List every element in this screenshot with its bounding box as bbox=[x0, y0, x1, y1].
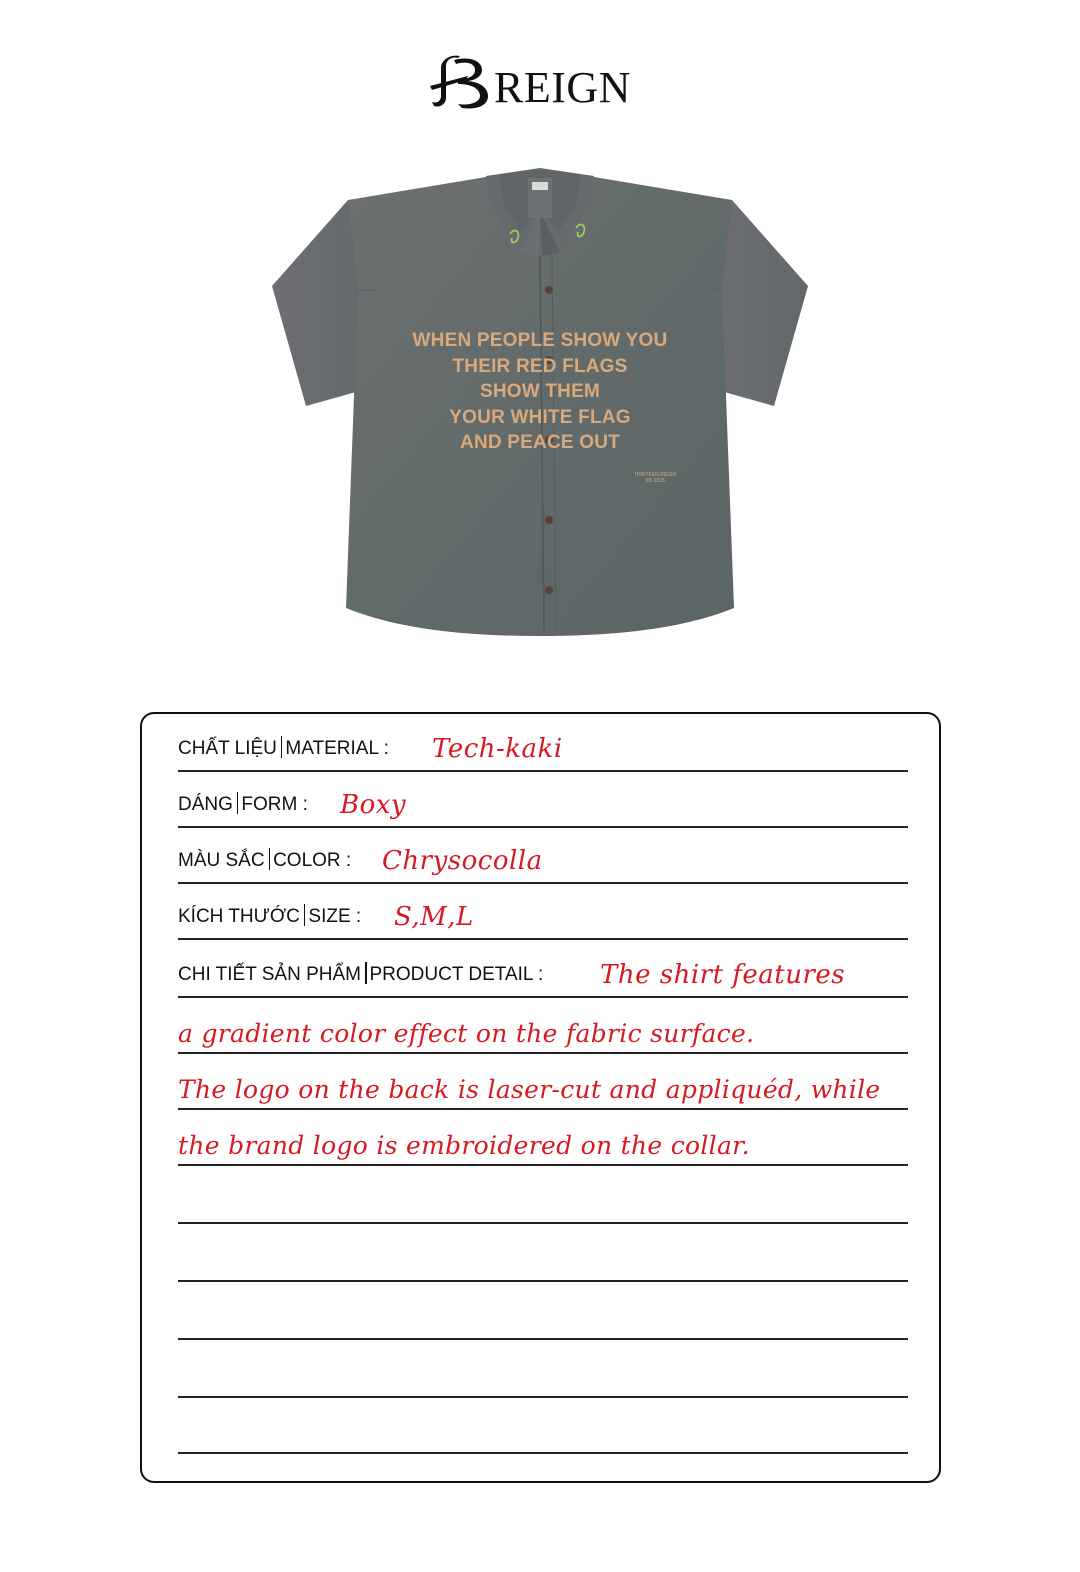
product-detail-line: the brand logo is embroidered on the collar. bbox=[178, 1131, 750, 1160]
label-divider bbox=[269, 848, 271, 870]
form-label bbox=[178, 792, 308, 816]
detail-row-continuation bbox=[178, 1110, 908, 1166]
product-detail-label-en: PRODUCT DETAIL : bbox=[369, 964, 544, 985]
color-label bbox=[178, 848, 351, 872]
material-value: Tech-kaki bbox=[432, 734, 563, 764]
shirt-print-tag bbox=[620, 472, 690, 484]
print-line: THEIR RED FLAGS bbox=[452, 355, 628, 377]
size-label bbox=[178, 904, 361, 928]
print-line: WHEN PEOPLE SHOW YOU bbox=[412, 330, 668, 351]
product-detail-card bbox=[140, 712, 941, 1483]
detail-row-form bbox=[178, 772, 908, 828]
size-label-en: SIZE : bbox=[308, 906, 362, 927]
print-tag-line: 3/5 2025 bbox=[645, 478, 665, 484]
size-label-vi: KÍCH THƯỚC bbox=[178, 906, 300, 927]
label-divider bbox=[237, 792, 239, 814]
print-line: AND PEACE OUT bbox=[460, 432, 620, 453]
print-tag-line: THIRTEEN REIGN bbox=[633, 472, 677, 478]
color-value: Chrysocolla bbox=[382, 846, 543, 876]
product-detail-value: The shirt features bbox=[600, 960, 846, 990]
brand-name: REIGN bbox=[494, 63, 631, 112]
color-label-en: COLOR : bbox=[273, 850, 352, 871]
shirt-print-text bbox=[260, 328, 820, 456]
form-label-en: FORM : bbox=[241, 794, 308, 815]
detail-row-size bbox=[178, 884, 908, 940]
material-label bbox=[178, 736, 389, 760]
form-value: Boxy bbox=[340, 790, 407, 820]
size-value: S,M,L bbox=[394, 902, 474, 932]
color-label-vi: MÀU SẮC bbox=[178, 850, 265, 871]
product-detail-line: a gradient color effect on the fabric surface. bbox=[178, 1019, 755, 1048]
label-divider bbox=[281, 736, 283, 758]
blank-line bbox=[178, 1342, 908, 1398]
product-detail-label-vi: CHI TIẾT SẢN PHẨM bbox=[178, 964, 361, 985]
product-image bbox=[260, 160, 820, 660]
print-line: SHOW THEM bbox=[479, 381, 600, 402]
material-label-vi: CHẤT LIỆU bbox=[178, 738, 277, 759]
brand-header bbox=[0, 48, 1080, 118]
detail-row-continuation bbox=[178, 998, 908, 1054]
blank-line bbox=[178, 1168, 908, 1224]
product-detail-line: The logo on the back is laser-cut and appliquéd, while bbox=[178, 1075, 881, 1104]
print-line: YOUR WHITE FLAG bbox=[449, 406, 631, 428]
blank-line bbox=[178, 1398, 908, 1454]
detail-row-material bbox=[178, 716, 908, 772]
detail-row-continuation bbox=[178, 1054, 908, 1110]
detail-row-product-detail bbox=[178, 942, 908, 998]
label-divider bbox=[304, 904, 306, 926]
material-label-en: MATERIAL : bbox=[285, 738, 389, 759]
form-label-vi: DÁNG bbox=[178, 794, 233, 815]
blank-line bbox=[178, 1284, 908, 1340]
reign-monogram-icon bbox=[428, 52, 494, 112]
product-detail-label bbox=[178, 962, 543, 986]
label-divider bbox=[365, 962, 367, 984]
detail-row-color bbox=[178, 828, 908, 884]
blank-line bbox=[178, 1226, 908, 1282]
